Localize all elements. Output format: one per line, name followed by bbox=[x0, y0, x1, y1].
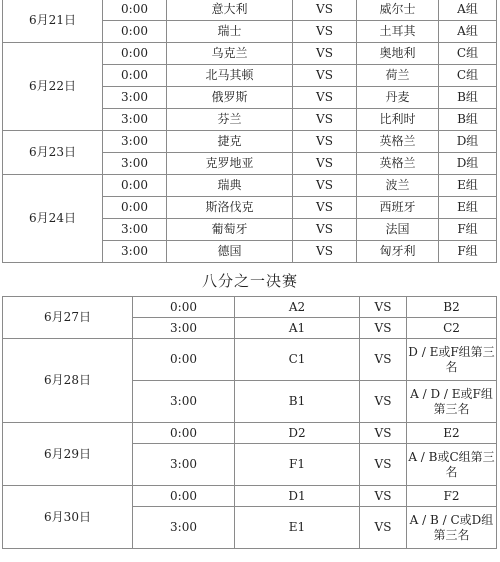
vs-cell: VS bbox=[293, 241, 357, 263]
group-cell: B组 bbox=[439, 109, 497, 131]
away-team-cell: 匈牙利 bbox=[357, 241, 439, 263]
table-row bbox=[3, 486, 497, 507]
vs-cell: VS bbox=[293, 131, 357, 153]
round-of-16-title: 八分之一决赛 bbox=[201, 272, 298, 290]
date-cell: 6月28日 bbox=[3, 339, 133, 423]
vs-cell: VS bbox=[293, 21, 357, 43]
away-team-cell: B2 bbox=[407, 297, 497, 318]
time-cell: 3:00 bbox=[103, 219, 167, 241]
home-team-cell: 克罗地亚 bbox=[167, 153, 293, 175]
away-team-cell: 荷兰 bbox=[357, 65, 439, 87]
away-team-cell: A / B / C或D组第三名 bbox=[407, 507, 497, 549]
away-team-cell: F2 bbox=[407, 486, 497, 507]
round-of-16-table bbox=[2, 296, 497, 549]
time-cell: 0:00 bbox=[103, 0, 167, 21]
home-team-cell: 北马其顿 bbox=[167, 65, 293, 87]
vs-cell: VS bbox=[360, 486, 407, 507]
home-team-cell: B1 bbox=[235, 381, 360, 423]
vs-cell: VS bbox=[360, 318, 407, 339]
time-cell: 3:00 bbox=[133, 507, 235, 549]
time-cell: 3:00 bbox=[103, 109, 167, 131]
table-row bbox=[3, 131, 497, 153]
table-row bbox=[3, 175, 497, 197]
home-team-cell: 葡萄牙 bbox=[167, 219, 293, 241]
vs-cell: VS bbox=[360, 339, 407, 381]
vs-cell: VS bbox=[360, 381, 407, 423]
date-cell: 6月21日 bbox=[3, 0, 103, 43]
away-team-cell: 奥地利 bbox=[357, 43, 439, 65]
time-cell: 0:00 bbox=[103, 197, 167, 219]
away-team-cell: 比利时 bbox=[357, 109, 439, 131]
home-team-cell: 芬兰 bbox=[167, 109, 293, 131]
vs-cell: VS bbox=[293, 43, 357, 65]
time-cell: 3:00 bbox=[103, 131, 167, 153]
time-cell: 3:00 bbox=[103, 153, 167, 175]
vs-cell: VS bbox=[293, 109, 357, 131]
table-row bbox=[3, 43, 497, 65]
away-team-cell: 威尔士 bbox=[357, 0, 439, 21]
vs-cell: VS bbox=[360, 297, 407, 318]
away-team-cell: C2 bbox=[407, 318, 497, 339]
time-cell: 3:00 bbox=[133, 318, 235, 339]
home-team-cell: 斯洛伐克 bbox=[167, 197, 293, 219]
away-team-cell: 英格兰 bbox=[357, 131, 439, 153]
away-team-cell: D / E或F组第三名 bbox=[407, 339, 497, 381]
home-team-cell: A2 bbox=[235, 297, 360, 318]
away-team-cell: 土耳其 bbox=[357, 21, 439, 43]
time-cell: 0:00 bbox=[103, 21, 167, 43]
vs-cell: VS bbox=[360, 444, 407, 486]
time-cell: 0:00 bbox=[133, 423, 235, 444]
date-cell: 6月27日 bbox=[3, 297, 133, 339]
vs-cell: VS bbox=[360, 507, 407, 549]
vs-cell: VS bbox=[293, 197, 357, 219]
group-cell: F组 bbox=[439, 241, 497, 263]
vs-cell: VS bbox=[293, 87, 357, 109]
vs-cell: VS bbox=[293, 219, 357, 241]
vs-cell: VS bbox=[293, 65, 357, 87]
time-cell: 0:00 bbox=[103, 43, 167, 65]
home-team-cell: 德国 bbox=[167, 241, 293, 263]
group-cell: E组 bbox=[439, 175, 497, 197]
time-cell: 3:00 bbox=[133, 381, 235, 423]
group-cell: D组 bbox=[439, 131, 497, 153]
home-team-cell: 意大利 bbox=[167, 0, 293, 21]
time-cell: 0:00 bbox=[133, 339, 235, 381]
home-team-cell: D1 bbox=[235, 486, 360, 507]
home-team-cell: A1 bbox=[235, 318, 360, 339]
time-cell: 0:00 bbox=[103, 175, 167, 197]
away-team-cell: A / B或C组第三名 bbox=[407, 444, 497, 486]
home-team-cell: F1 bbox=[235, 444, 360, 486]
table-row bbox=[3, 423, 497, 444]
home-team-cell: C1 bbox=[235, 339, 360, 381]
vs-cell: VS bbox=[293, 153, 357, 175]
group-cell: A组 bbox=[439, 21, 497, 43]
home-team-cell: 乌克兰 bbox=[167, 43, 293, 65]
group-stage-table bbox=[2, 0, 497, 263]
away-team-cell: 西班牙 bbox=[357, 197, 439, 219]
vs-cell: VS bbox=[293, 175, 357, 197]
date-cell: 6月23日 bbox=[3, 131, 103, 175]
away-team-cell: E2 bbox=[407, 423, 497, 444]
away-team-cell: 法国 bbox=[357, 219, 439, 241]
home-team-cell: 瑞典 bbox=[167, 175, 293, 197]
away-team-cell: 波兰 bbox=[357, 175, 439, 197]
away-team-cell: A / D / E或F组第三名 bbox=[407, 381, 497, 423]
group-cell: D组 bbox=[439, 153, 497, 175]
time-cell: 3:00 bbox=[103, 241, 167, 263]
table-row bbox=[3, 339, 497, 381]
time-cell: 0:00 bbox=[133, 297, 235, 318]
vs-cell: VS bbox=[293, 0, 357, 21]
away-team-cell: 英格兰 bbox=[357, 153, 439, 175]
table-row bbox=[3, 0, 497, 21]
group-cell: C组 bbox=[439, 43, 497, 65]
date-cell: 6月24日 bbox=[3, 175, 103, 263]
time-cell: 0:00 bbox=[103, 65, 167, 87]
group-cell: A组 bbox=[439, 0, 497, 21]
time-cell: 3:00 bbox=[133, 444, 235, 486]
group-cell: C组 bbox=[439, 65, 497, 87]
date-cell: 6月30日 bbox=[3, 486, 133, 549]
group-cell: E组 bbox=[439, 197, 497, 219]
group-cell: F组 bbox=[439, 219, 497, 241]
date-cell: 6月22日 bbox=[3, 43, 103, 131]
group-cell: B组 bbox=[439, 87, 497, 109]
home-team-cell: E1 bbox=[235, 507, 360, 549]
vs-cell: VS bbox=[360, 423, 407, 444]
home-team-cell: D2 bbox=[235, 423, 360, 444]
away-team-cell: 丹麦 bbox=[357, 87, 439, 109]
time-cell: 3:00 bbox=[103, 87, 167, 109]
home-team-cell: 瑞士 bbox=[167, 21, 293, 43]
home-team-cell: 捷克 bbox=[167, 131, 293, 153]
date-cell: 6月29日 bbox=[3, 423, 133, 486]
time-cell: 0:00 bbox=[133, 486, 235, 507]
table-row bbox=[3, 297, 497, 318]
home-team-cell: 俄罗斯 bbox=[167, 87, 293, 109]
